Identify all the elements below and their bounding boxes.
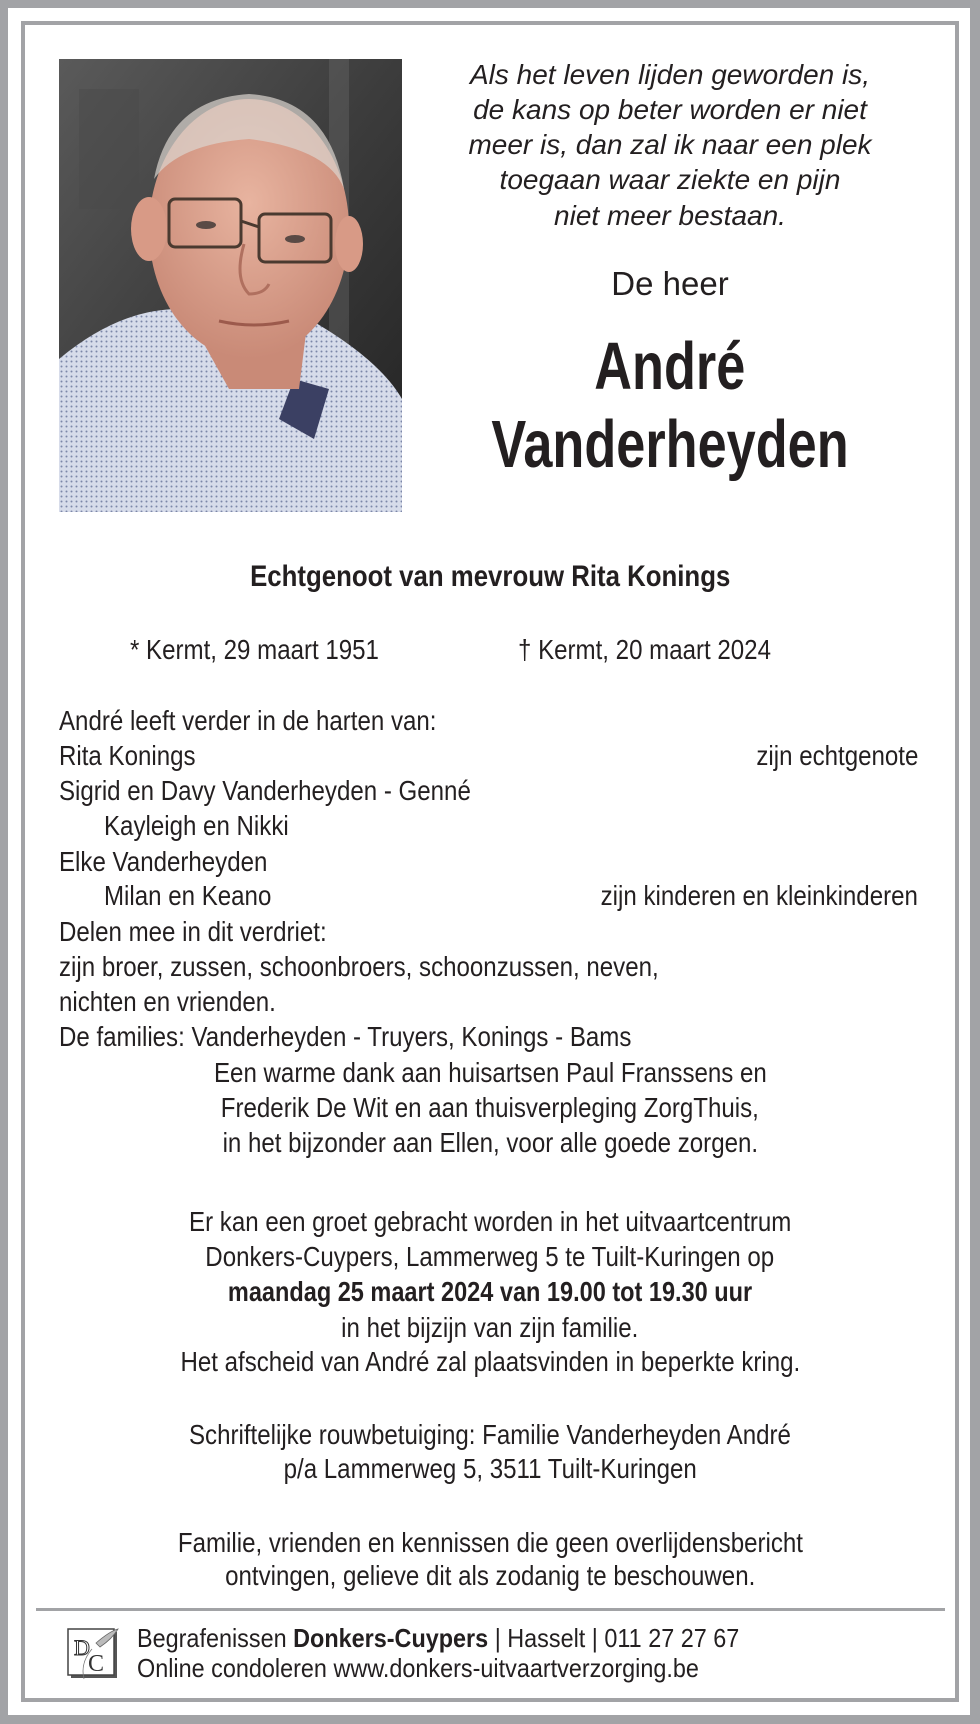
spouse-line-text: Echtgenoot van mevrouw Rita Konings <box>249 560 731 593</box>
visitation-line-text: Er kan een groet gebracht worden in het uitvaartcentrum <box>188 1206 792 1237</box>
footer-online-line <box>137 1655 761 1681</box>
survivor-relation-text: zijn echtgenote <box>756 740 918 771</box>
footer-company-line <box>137 1625 806 1651</box>
share-line <box>59 953 756 981</box>
spouse-line <box>40 562 940 592</box>
visitation-line <box>40 1314 940 1342</box>
survivor-relation <box>549 882 918 910</box>
thanks-line-text: Frederik De Wit en aan thuisverpleging ZorgThuis, <box>220 1092 760 1123</box>
footer-website-link[interactable]: www.donkers-uitvaartverzorging.be <box>333 1653 699 1683</box>
thanks-line <box>40 1129 940 1157</box>
share-line-text: De families: Vanderheyden - Truyers, Konings - Bams <box>59 1021 632 1052</box>
footer-divider <box>36 1608 945 1611</box>
thanks-line-text: Een warme dank aan huisartsen Paul Franssens en <box>213 1057 767 1088</box>
survivor-name-text: Elke Vanderheyden <box>59 846 268 877</box>
survivor-name <box>104 812 319 840</box>
condolence-line-text: Schriftelijke rouwbetuiging: Familie Vanderheyden André <box>189 1419 791 1450</box>
poem-line: meer is, dan zal ik naar een plek <box>468 129 872 160</box>
svg-text:C: C <box>88 1651 105 1677</box>
poem-line: Als het leven lijden geworden is, <box>469 59 870 90</box>
visitation-line-text: in het bijzijn van zijn familie. <box>341 1312 639 1343</box>
notice-line-text: ontvingen, gelieve dit als zodanig te beschouwen. <box>224 1560 756 1591</box>
survivor-relation <box>730 742 918 770</box>
condolence-line <box>40 1421 940 1449</box>
share-line-text: nichten en vrienden. <box>59 986 276 1017</box>
footer-prefix: Begrafenissen <box>137 1623 287 1653</box>
portrait-photo <box>59 59 402 512</box>
thanks-line-text: in het bijzonder aan Ellen, voor alle goede zorgen. <box>222 1127 758 1158</box>
survivor-name <box>59 742 218 770</box>
svg-text:D: D <box>74 1635 90 1660</box>
survivor-name <box>104 882 299 910</box>
birth-date-text: * Kermt, 29 maart 1951 <box>130 634 379 665</box>
footer-company: Donkers-Cuypers <box>293 1623 489 1653</box>
salutation: De heer <box>611 265 729 302</box>
survivor-relation-text: zijn kinderen en kleinkinderen <box>600 880 918 911</box>
survivor-name-text: Rita Konings <box>59 740 196 771</box>
death-date-text: † Kermt, 20 maart 2024 <box>518 634 771 665</box>
notice-line <box>40 1529 940 1557</box>
portrait-illustration <box>59 59 402 512</box>
condolence-line-text: p/a Lammerweg 5, 3511 Tuilt-Kuringen <box>283 1453 697 1484</box>
share-line <box>59 1023 725 1051</box>
deceased-first-name-text: André <box>594 329 746 404</box>
survivor-name <box>59 777 538 805</box>
poem-line: niet meer bestaan. <box>554 200 786 231</box>
survivors-intro <box>59 707 498 735</box>
footer-city-phone[interactable]: | Hasselt | 011 27 27 67 <box>494 1623 740 1653</box>
survivor-name <box>59 848 301 876</box>
share-intro <box>59 918 370 946</box>
poem-line: toegaan waar ziekte en pijn <box>499 164 841 195</box>
footer-online-label: Online condoleren <box>137 1653 327 1683</box>
visitation-line <box>40 1243 940 1271</box>
poem-line: de kans op beter worden er niet <box>473 94 867 125</box>
condolence-line <box>40 1455 940 1483</box>
survivor-name-text: Kayleigh en Nikki <box>104 810 289 841</box>
deceased-first-name <box>430 329 910 404</box>
visitation-datetime <box>40 1278 940 1306</box>
birth-date <box>130 636 419 664</box>
survivors-intro-text: André leeft verder in de harten van: <box>59 705 437 736</box>
thanks-line <box>40 1059 940 1087</box>
visitation-datetime-text: maandag 25 maart 2024 van 19.00 tot 19.30 uur <box>227 1276 753 1307</box>
visitation-line <box>40 1208 940 1236</box>
survivor-name-text: Sigrid en Davy Vanderheyden - Genné <box>59 775 471 806</box>
notice-line-text: Familie, vrienden en kennissen die geen overlijdensbericht <box>177 1527 803 1558</box>
share-intro-text: Delen mee in dit verdriet: <box>59 916 327 947</box>
survivor-name-text: Milan en Keano <box>104 880 272 911</box>
share-line-text: zijn broer, zussen, schoonbroers, schoonzussen, neven, <box>59 951 659 982</box>
funeral-home-logo-icon <box>66 1627 118 1679</box>
notice-line <box>40 1562 940 1590</box>
share-line <box>59 988 311 1016</box>
visitation-line-text: Het afscheid van André zal plaatsvinden in beperkte kring. <box>180 1346 800 1377</box>
visitation-line <box>40 1348 940 1376</box>
thanks-line <box>40 1094 940 1122</box>
visitation-line-text: Donkers-Cuypers, Lammerweg 5 te Tuilt-Kuringen op <box>205 1241 775 1272</box>
deceased-last-name-text: Vanderheyden <box>491 407 849 482</box>
death-date <box>518 636 812 664</box>
deceased-last-name <box>430 407 910 482</box>
